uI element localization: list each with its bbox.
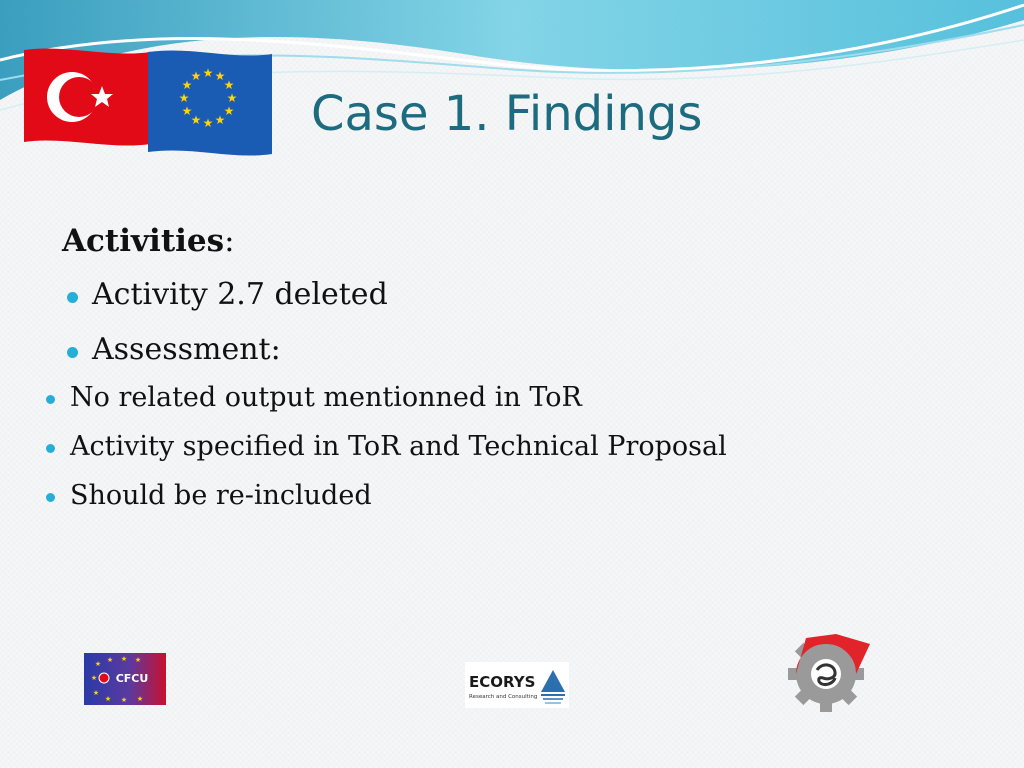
section-heading: [62, 223, 235, 259]
heading-colon: :: [224, 223, 235, 259]
svg-text:★: ★: [92, 689, 100, 697]
slide-title: Case 1. Findings: [311, 86, 703, 142]
ecorys-logo-text: ECORYS: [469, 673, 536, 691]
bullet-icon: [46, 493, 55, 502]
list-item: [42, 382, 727, 431]
svg-text:★: ★: [178, 91, 190, 105]
bullet-icon: [67, 347, 78, 358]
svg-text:★: ★: [190, 113, 202, 127]
svg-text:★: ★: [181, 78, 193, 92]
flags-image: [22, 44, 274, 160]
bullet-list: [64, 277, 388, 387]
svg-text:★: ★: [214, 113, 226, 127]
svg-text:★: ★: [202, 116, 214, 130]
bullet-text: Activity 2.7 deleted: [92, 277, 388, 312]
svg-text:★: ★: [104, 695, 112, 703]
sub-bullet-list: [42, 382, 727, 529]
svg-text:★: ★: [223, 78, 235, 92]
list-item: [64, 277, 388, 332]
list-item: [64, 332, 388, 387]
ecorys-logo-icon: [465, 662, 569, 708]
svg-text:★: ★: [120, 696, 128, 704]
svg-text:★: ★: [202, 66, 214, 80]
svg-text:★: ★: [106, 656, 114, 664]
svg-text:★: ★: [226, 91, 238, 105]
sub-bullet-text: Activity specified in ToR and Technical Proposal: [70, 431, 727, 462]
svg-text:★: ★: [181, 104, 193, 118]
svg-text:★: ★: [136, 695, 144, 703]
eu-flag-icon: [148, 50, 272, 155]
cfcu-logo-icon: [84, 653, 166, 705]
bullet-text: Assessment:: [92, 332, 281, 367]
bullet-icon: [46, 444, 55, 453]
sub-bullet-text: No related output mentionned in ToR: [70, 382, 582, 413]
bullet-icon: [46, 395, 55, 404]
svg-text:★: ★: [223, 104, 235, 118]
svg-text:★: ★: [90, 674, 98, 682]
svg-text:★: ★: [214, 69, 226, 83]
svg-text:★: ★: [120, 655, 128, 663]
svg-text:★: ★: [134, 656, 142, 664]
ecorys-logo-tagline: Research and Consulting: [469, 694, 538, 700]
sub-bullet-text: Should be re-included: [70, 480, 372, 511]
svg-text:★: ★: [94, 660, 102, 668]
gear-logo-icon: [776, 630, 876, 714]
heading-label: Activities: [62, 223, 225, 259]
svg-text:★: ★: [190, 69, 202, 83]
cfcu-logo-text: CFCU: [115, 672, 149, 685]
turkey-flag-icon: [24, 48, 150, 145]
list-item: [42, 480, 727, 529]
list-item: [42, 431, 727, 480]
bullet-icon: [67, 292, 78, 303]
